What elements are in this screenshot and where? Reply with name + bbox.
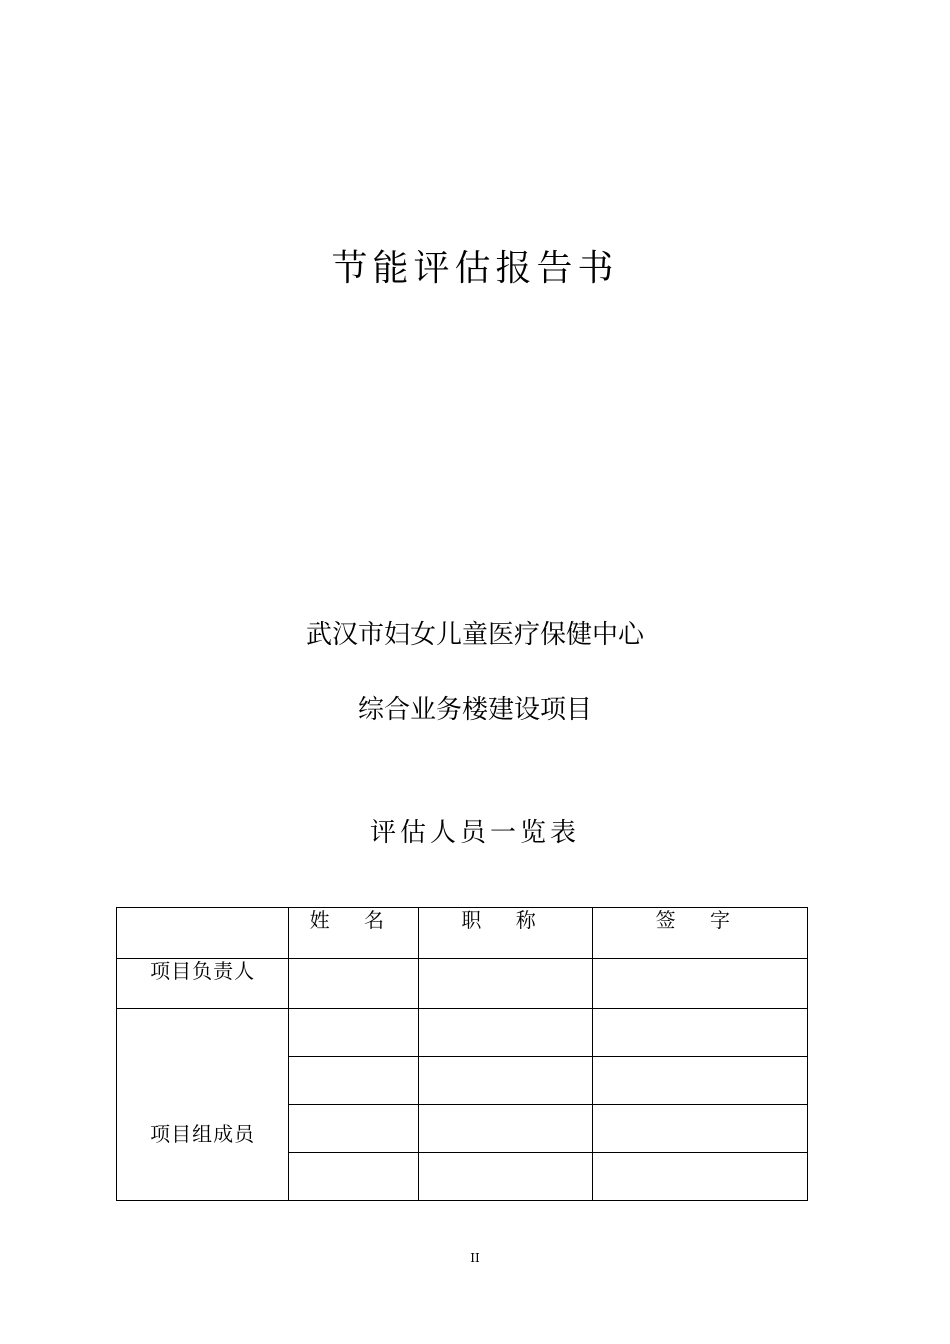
name-cell <box>289 1105 419 1153</box>
role-project-members <box>117 1009 289 1201</box>
table-title: 评估人员一览表 <box>369 818 580 848</box>
title-cell <box>419 959 592 1009</box>
signature-cell <box>592 1057 807 1105</box>
title-cell <box>419 1153 592 1201</box>
page-number: II <box>470 1251 480 1265</box>
title-cell <box>419 1105 592 1153</box>
role-project-members-label: 项目组成员 <box>150 1122 256 1146</box>
name-cell <box>289 1153 419 1201</box>
table-row <box>117 959 808 1009</box>
header-cell-title: 职 称 <box>419 908 592 959</box>
signature-cell <box>592 1153 807 1201</box>
role-project-leader: 项目负责人 <box>117 959 289 1009</box>
document-title: 节能评估报告书 <box>331 248 619 289</box>
header-cell-name: 姓 名 <box>289 908 419 959</box>
title-cell <box>419 1009 592 1057</box>
title-cell <box>419 1057 592 1105</box>
name-cell <box>289 959 419 1009</box>
name-cell <box>289 1009 419 1057</box>
table-header-row <box>117 908 808 959</box>
signature-cell <box>592 1105 807 1153</box>
table-row <box>117 1009 808 1057</box>
project-organization: 武汉市妇女儿童医疗保健中心 <box>305 620 644 650</box>
header-cell-role <box>117 908 289 959</box>
name-cell <box>289 1057 419 1105</box>
header-cell-signature: 签 字 <box>592 908 807 959</box>
signature-cell <box>592 959 807 1009</box>
staff-table <box>116 907 808 1201</box>
signature-cell <box>592 1009 807 1057</box>
project-name: 综合业务楼建设项目 <box>357 695 592 725</box>
